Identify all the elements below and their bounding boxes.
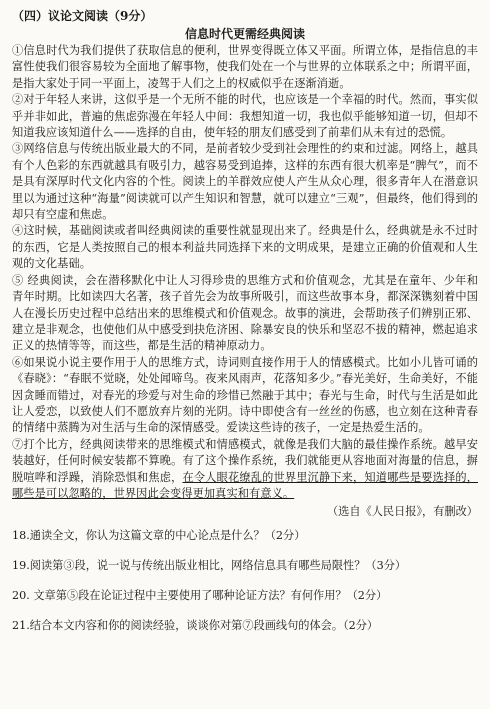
paragraph-3: ③网络信息与传统出版业最大的不同，是前者较少受到社会理性的约束和过滤。网络上，越具有个人色彩的东西就越具有吸引力，越容易受到追捧，这样的东西有很大机率是“脾气”，而不是具有深厚时代文化内容的个性。阅读上的羊群效应使人产生从众心理，很多青年人在潜意识里以为通过这种“海量”阅读就可以产生知识和智慧，就可以建立“三观”，但最终，他们得到的却只有空虚和焦虑。	[12, 142, 478, 222]
paragraph-7-text: ⑦打个比方，经典阅读带来的思维模式和情感模式，就像是我们大脑的最佳操作系统。越早安装越好，任何时候安装都不算晚。有了这个操作系统，我们就能更从容地面对海量的信息，摒脱喧哗和浮躁，消除恐惧和焦虑，	[12, 437, 478, 484]
paragraph-1: ①信息时代为我们提供了获取信息的便利，世界变得既立体又平面。所谓立体，是指信息的丰富性使我们很容易较为全面地了解事物，使我们处在一个与世界的立体联系之中；所谓平面，是指大家处于同一平面上，凌驾于人们之上的权威似乎在逐渐消逝。	[12, 44, 478, 90]
paragraph-5: ⑤ 经典阅读，会在潜移默化中让人习得珍贵的思维方式和价值观念，尤其是在童年、少年和青年时期。比如读四大名著，孩子首先会为故事所吸引，而这些故事本身，都深深镌刻着中国人在漫长历史过程中总结出来的思维模式和价值观念。故事的演进，会帮助孩子们辨别正邪、建立是非观念，也使他们从中感受到抉危济困、除暴安良的快乐和坚忍不拔的精神，燃起追求正义的热情等等，而这些，都是生活的精神原动力。	[12, 273, 478, 353]
question-18: 18.通读全文，你认为这篇文章的中心论点是什么？（2分）	[12, 529, 306, 543]
question-21: 21.结合本文内容和你的阅读经验，谈谈你对第⑦段画线句的体会。（2分）	[12, 619, 379, 633]
paragraph-4: ④这时候，基础阅读或者叫经典阅读的重要性就显现出来了。经典是什么，经典就是永不过时的东西，它是人类按照自己的根本利益共同选择下来的文明成果，是建立正确的价值观和人生观的文化基础。	[12, 224, 478, 271]
paragraph-7	[12, 437, 478, 503]
underlined-sentence: 在令人眼花缭乱的世界里沉静下来，知道哪些是要选择的，哪些是可以忽略的，世界因此会变得更加真实和有意义。	[12, 470, 478, 500]
question-19: 19.阅读第③段，说一说与传统出版业相比，网络信息具有哪些局限性？（3分）	[12, 559, 407, 573]
source-citation: （选自《人民日报》，有删改）	[326, 505, 478, 519]
article-title: 信息时代更需经典阅读	[184, 27, 305, 41]
paragraph-6: ⑥如果说小说主要作用于人的思维方式，诗词则直接作用于人的情感模式。比如小儿皆可诵的《春晓》：“春眠不觉晓，处处闻啼鸟。夜来风雨声，花落知多少。”春光美好，生命美好，不能因贪睡而错过，对春光的珍爱与对生命的珍惜已然融于其中；春光与生命，时代与生活是如此让人爱恋，以致使人们不愿放弃片刻的光阴。诗中即使含有一丝丝的伤感，也立刻在这种青春的情绪中蒸腾为对生活与生命的深情感受。爱读这些诗的孩子，一定是热爱生活的。	[12, 355, 478, 435]
question-20: 20. 文章第⑤段在论证过程中主要使用了哪种论证方法？有何作用？（2分）	[12, 589, 388, 603]
paragraph-2: ②对于年轻人来讲，这似乎是一个无所不能的时代，也应该是一个幸福的时代。然而，事实似乎并非如此，普遍的焦虑弥漫在年轻人中间：我想知道一切，我也似乎能够知道一切，但却不知道我应该知道什么——选择的自由，使年轻的朋友们感受到了前辈们从未有过的恐慌。	[12, 93, 478, 140]
section-heading: （四）议论文阅读（9分）	[12, 9, 153, 23]
